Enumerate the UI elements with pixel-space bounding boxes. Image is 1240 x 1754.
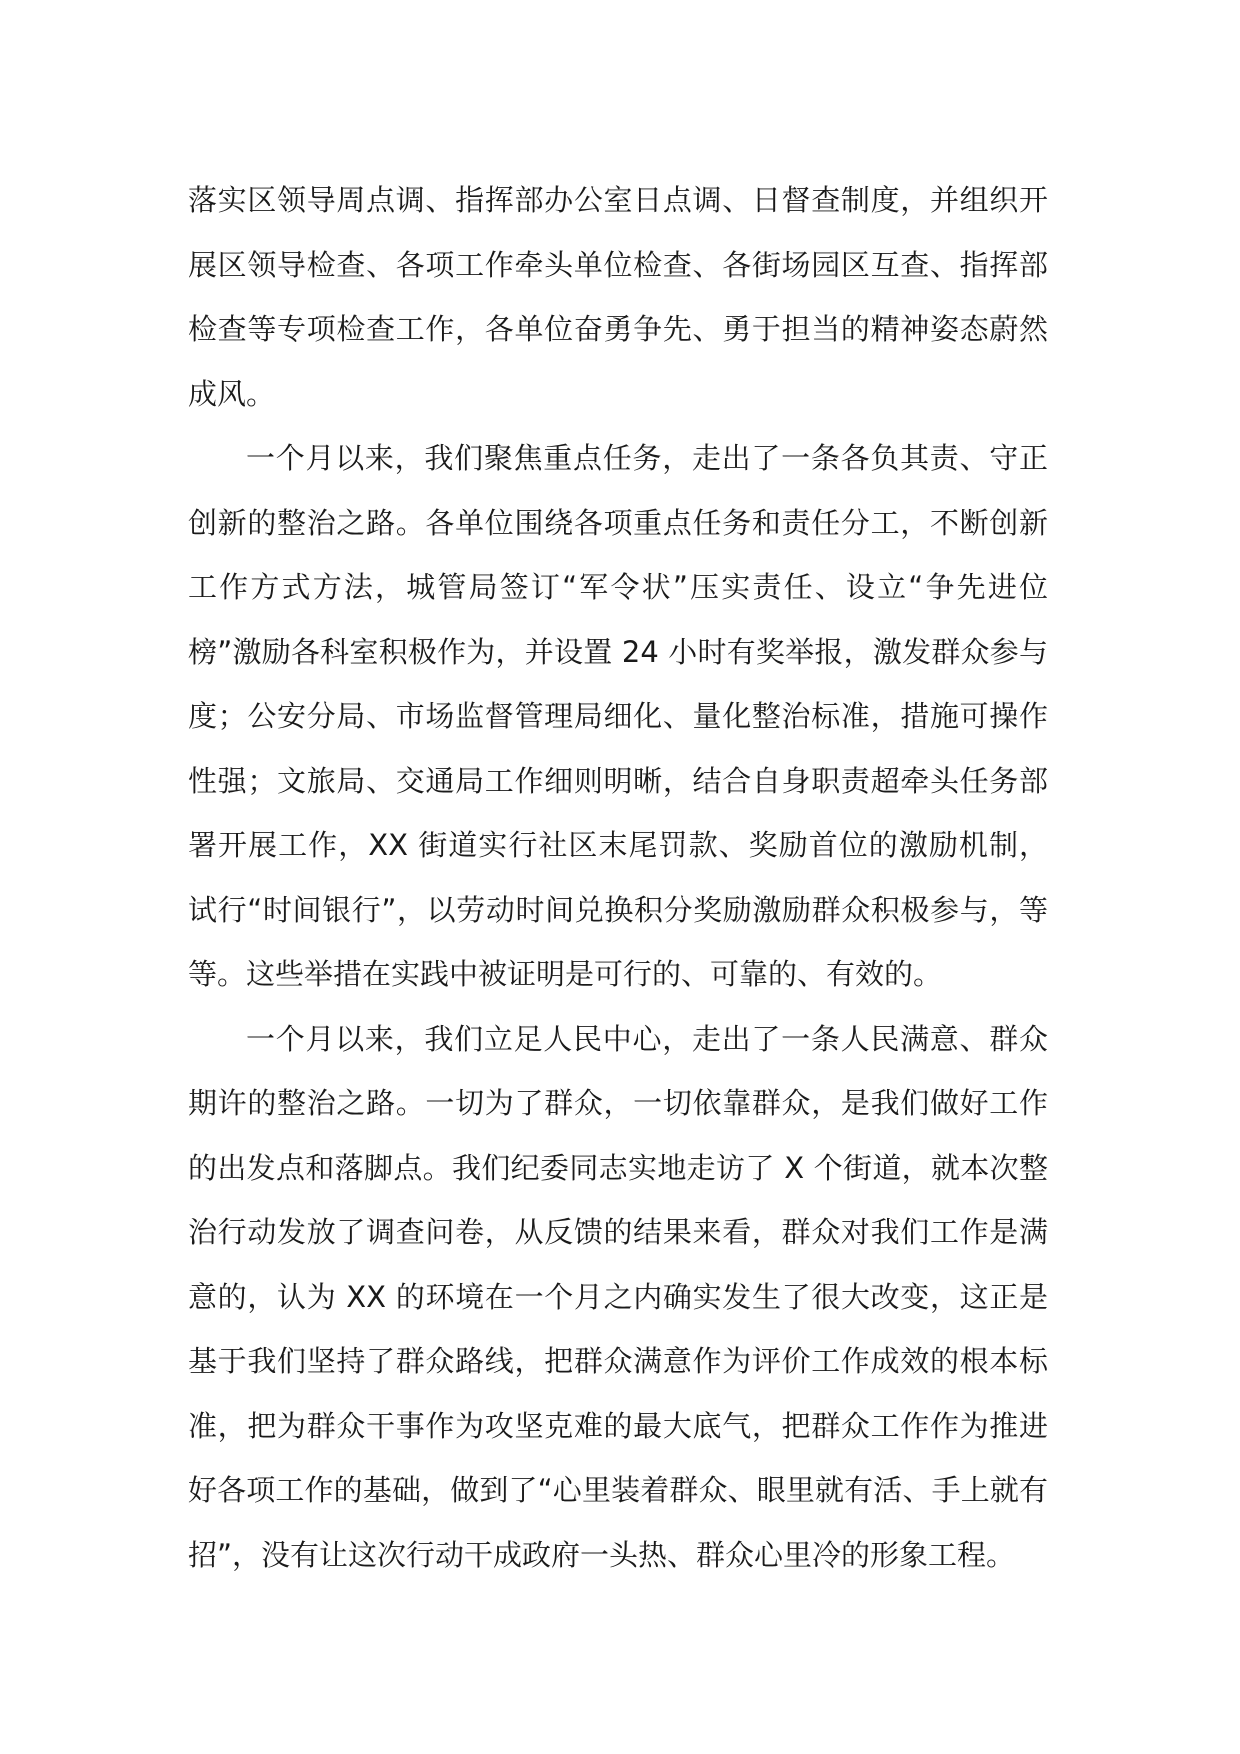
paragraph-people-centered: 一个月以来，我们立足人民中心，走出了一条人民满意、群众期许的整治之路。一切为了群众，一切依靠群众，是我们做好工作的出发点和落脚点。我们纪委同志实地走访了 X 个街道，就本次整治行动发放了调查问卷，从反馈的结果来看，群众对我们工作是满意的，认为 XX 的环境在一个月之内确实发生了很大改变，这正是基于我们坚持了群众路线，把群众满意作为评价工作成效的根本标准，把为群众干事作为攻坚克难的最大底气，把群众工作作为推进好各项工作的基础，做到了“心里装着群众、眼里就有活、手上就有招”，没有让这次行动干成政府一头热、群众心里冷的形象工程。: [188, 1021, 1048, 1572]
paragraph-continuation: 落实区领导周点调、指挥部办公室日点调、日督查制度，并组织开展区领导检查、各项工作牵头单位检查、各街场园区互查、指挥部检查等专项检查工作，各单位奋勇争先、勇于担当的精神姿态蔚然成风。: [188, 183, 1048, 411]
paragraph-key-tasks: 一个月以来，我们聚焦重点任务，走出了一条各负其责、守正创新的整治之路。各单位围绕各项重点任务和责任分工，不断创新工作方式方法，城管局签订“军令状”压实责任、设立“争先进位榜”激励各科室积极作为，并设置 24 小时有奖举报，激发群众参与度；公安分局、市场监督管理局细化、量化整治标准，措施可操作性强；文旅局、交通局工作细则明晰，结合自身职责超牵头任务部署开展工作，XX 街道实行社区末尾罚款、奖励首位的激励机制，试行“时间银行”，以劳动时间兑换积分奖励激励群众积极参与，等等。这些举措在实践中被证明是可行的、可靠的、有效的。: [188, 441, 1048, 991]
document-body: [188, 168, 1048, 1587]
